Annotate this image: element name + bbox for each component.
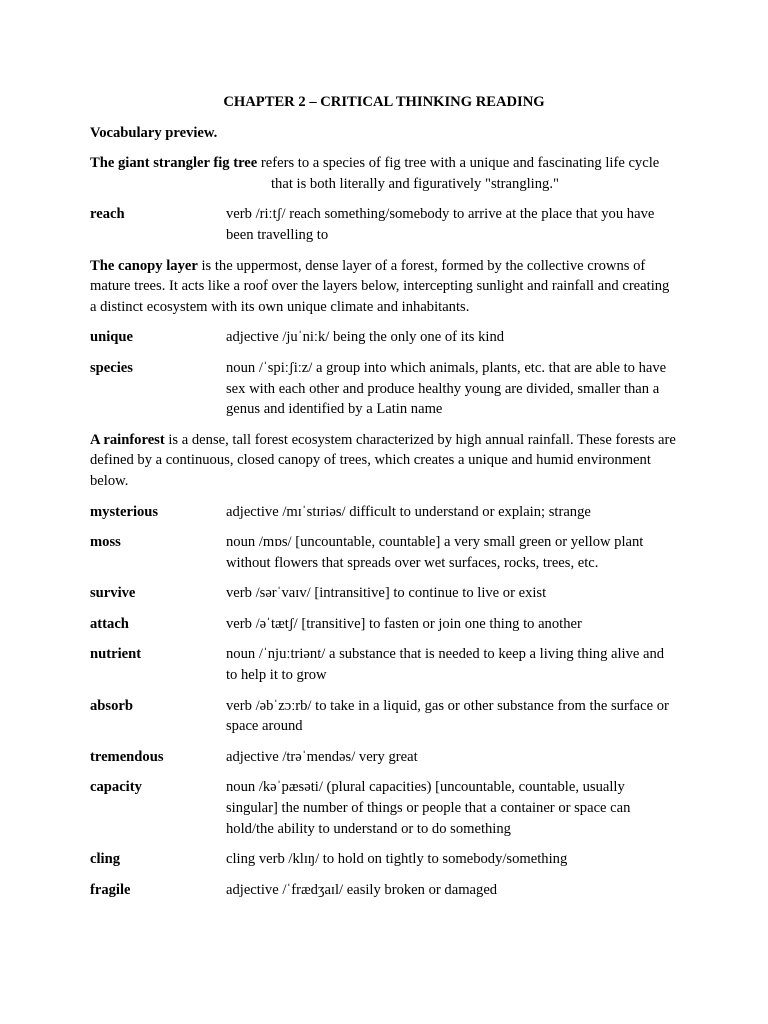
vocab-definition: adjective /juˈniːk/ being the only one of its kind bbox=[226, 329, 505, 346]
canopy-term: The canopy layer bbox=[90, 257, 198, 274]
strangler-fig-text: refers to a species of fig tree with a unique and fascinating life cycle that is both literally and figuratively "strangling." bbox=[257, 155, 660, 192]
vocab-entry bbox=[90, 849, 678, 870]
vocab-entry bbox=[90, 777, 678, 839]
vocab-word: reach bbox=[90, 206, 125, 223]
vocab-definition: noun /ˈspiːʃiːz/ a group into which animals, plants, etc. that are able to have sex with each other and produce healthy young are divided, smaller than a genus and identified by a Latin name bbox=[226, 359, 667, 418]
vocab-definition: verb /əbˈzɔːrb/ to take in a liquid, gas or other substance from the surface or space around bbox=[226, 697, 669, 735]
vocab-definition: cling verb /klɪŋ/ to hold on tightly to somebody/something bbox=[226, 851, 568, 868]
vocab-list-c bbox=[90, 502, 678, 901]
vocab-entry bbox=[90, 644, 678, 685]
vocab-entry bbox=[90, 532, 678, 573]
rainforest-paragraph bbox=[90, 430, 678, 492]
vocab-word: fragile bbox=[90, 881, 131, 898]
vocab-entry bbox=[90, 747, 678, 768]
vocab-word: species bbox=[90, 359, 133, 376]
vocab-definition: noun /kəˈpæsəti/ (plural capacities) [uncountable, countable, usually singular] the number of things or people that a container or space can hold/the ability to understand or to do something bbox=[226, 779, 631, 837]
vocab-entry bbox=[90, 204, 678, 245]
vocab-entry bbox=[90, 583, 678, 604]
document-page bbox=[90, 92, 678, 910]
vocab-definition: verb /riːtʃ/ reach something/somebody to arrive at the place that you have been travelling to bbox=[226, 206, 655, 243]
vocab-word: cling bbox=[90, 851, 120, 868]
vocab-word: attach bbox=[90, 615, 129, 632]
canopy-text: is the uppermost, dense layer of a forest, formed by the collective crowns of mature trees. It acts like a roof over the layers below, intercepting sunlight and rainfall and creating a distinct ecosystem with its own unique climate and inhabitants. bbox=[90, 257, 670, 315]
vocab-list-a bbox=[90, 204, 678, 245]
vocab-entry bbox=[90, 502, 678, 523]
vocab-definition: adjective /ˈfrædʒaɪl/ easily broken or damaged bbox=[226, 881, 498, 898]
vocab-list-b bbox=[90, 327, 678, 419]
vocab-definition: verb /əˈtætʃ/ [transitive] to fasten or join one thing to another bbox=[226, 615, 582, 632]
rainforest-text: is a dense, tall forest ecosystem characterized by high annual rainfall. These forests are defined by a continuous, closed canopy of trees, which creates a unique and humid environment below. bbox=[90, 431, 676, 489]
strangler-fig-term: The giant strangler fig tree bbox=[90, 155, 258, 172]
vocab-definition: verb /sərˈvaɪv/ [intransitive] to continue to live or exist bbox=[226, 585, 547, 602]
vocab-word: moss bbox=[90, 534, 121, 551]
vocab-definition: noun /mɒs/ [uncountable, countable] a very small green or yellow plant without flowers that spreads over wet surfaces, rocks, trees, etc. bbox=[226, 534, 644, 571]
vocab-word: survive bbox=[90, 585, 136, 602]
vocab-entry bbox=[90, 614, 678, 635]
vocab-definition: adjective /mɪˈstɪriəs/ difficult to understand or explain; strange bbox=[226, 503, 591, 520]
vocab-word: tremendous bbox=[90, 748, 164, 765]
vocab-word: mysterious bbox=[90, 503, 159, 520]
vocab-entry bbox=[90, 880, 678, 901]
rainforest-term: A rainforest bbox=[90, 431, 165, 448]
strangler-fig-paragraph bbox=[90, 153, 678, 194]
vocab-word: nutrient bbox=[90, 646, 142, 663]
vocab-definition: adjective /trəˈmendəs/ very great bbox=[226, 748, 418, 765]
chapter-title: CHAPTER 2 – CRITICAL THINKING READING bbox=[223, 94, 545, 110]
vocabulary-preview-heading: Vocabulary preview. bbox=[90, 124, 218, 141]
vocab-word: capacity bbox=[90, 779, 142, 796]
vocab-entry bbox=[90, 327, 678, 348]
vocab-entry bbox=[90, 358, 678, 420]
canopy-paragraph bbox=[90, 256, 678, 318]
vocab-word: absorb bbox=[90, 697, 133, 714]
vocab-entry bbox=[90, 696, 678, 737]
vocab-definition: noun /ˈnjuːtriənt/ a substance that is needed to keep a living thing alive and to help it to grow bbox=[226, 646, 665, 684]
vocab-word: unique bbox=[90, 329, 133, 346]
